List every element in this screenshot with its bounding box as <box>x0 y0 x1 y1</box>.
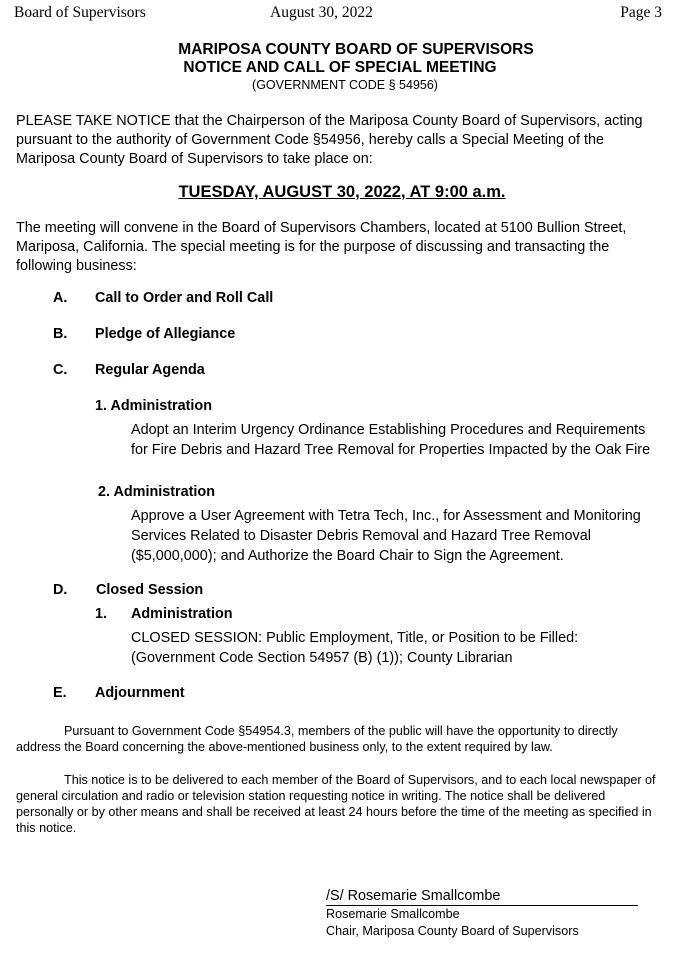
agenda-letter: B. <box>53 326 68 342</box>
closed-item-title: Administration <box>131 606 233 622</box>
regular-item-1-heading: 1. Administration <box>95 398 213 414</box>
agenda-title: Closed Session <box>96 582 204 598</box>
title-code: (GOVERNMENT CODE § 54956) <box>252 78 438 92</box>
document-title <box>0 41 680 93</box>
closed-item-1-text: CLOSED SESSION: Public Employment, Title, or Position to be Filled: (Government Code Section 54957 (B) (1)); County Librarian <box>131 630 579 666</box>
header-board-name: Board of Supervisors <box>14 4 146 21</box>
running-header <box>14 4 666 24</box>
header-page-number: Page 3 <box>620 4 662 21</box>
closed-item-number: 1. <box>95 606 108 622</box>
signatory-title: Chair, Mariposa County Board of Supervisors <box>326 924 579 938</box>
signature-line: /S/ Rosemarie Smallcombe <box>326 887 638 906</box>
public-comment-paragraph: Pursuant to Government Code §54954.3, members of the public will have the opportunity to directly address the Board concerning the above-mentioned business only, to the extent required by law. <box>16 724 618 754</box>
agenda-title: Pledge of Allegiance <box>95 326 236 342</box>
delivery-paragraph: This notice is to be delivered to each member of the Board of Supervisors, and to each local newspaper of general circulation and radio or television station requesting notice in writing. The notice shall be delivered personally or by other means and shall be received at least 24 hours before the time of the meeting as specified in this notice. <box>16 773 656 835</box>
notice-paragraph: PLEASE TAKE NOTICE that the Chairperson of the Mariposa County Board of Supervisors, acting pursuant to the authority of Government Code §54956, hereby calls a Special Meeting of the Mariposa County Board of Supervisors to take place on: <box>16 113 643 167</box>
agenda-letter: E. <box>53 685 67 701</box>
signature-block <box>326 887 638 940</box>
convene-paragraph: The meeting will convene in the Board of Supervisors Chambers, located at 5100 Bullion Street, Mariposa, California. The special meeting is for the purpose of discussing and transacting the following business: <box>16 220 627 274</box>
regular-item-2-text: Approve a User Agreement with Tetra Tech, Inc., for Assessment and Monitoring Services Related to Disaster Debris Removal and Hazard Tree Removal ($5,000,000); and Authorize the Board Chair to Sign the Agreement. <box>131 508 641 564</box>
agenda-title: Adjournment <box>95 685 185 701</box>
agenda-letter: C. <box>53 362 68 378</box>
title-board: MARIPOSA COUNTY BOARD OF SUPERVISORS <box>178 41 534 58</box>
meeting-date: TUESDAY, AUGUST 30, 2022, AT 9:00 a.m. <box>178 183 506 201</box>
closed-item-1-heading <box>95 605 233 623</box>
header-date: August 30, 2022 <box>270 4 373 21</box>
regular-item-2-heading: 2. Administration <box>98 484 216 500</box>
regular-item-1-text: Adopt an Interim Urgency Ordinance Establishing Procedures and Requirements for Fire Debris and Hazard Tree Removal for Properties Impacted by the Oak Fire <box>131 422 651 458</box>
signatory-name: Rosemarie Smallcombe <box>326 907 460 921</box>
agenda-letter: A. <box>53 290 68 306</box>
agenda-title: Call to Order and Roll Call <box>95 290 274 306</box>
agenda-title: Regular Agenda <box>95 362 205 378</box>
title-notice: NOTICE AND CALL OF SPECIAL MEETING <box>183 59 497 76</box>
agenda-letter: D. <box>53 582 68 598</box>
